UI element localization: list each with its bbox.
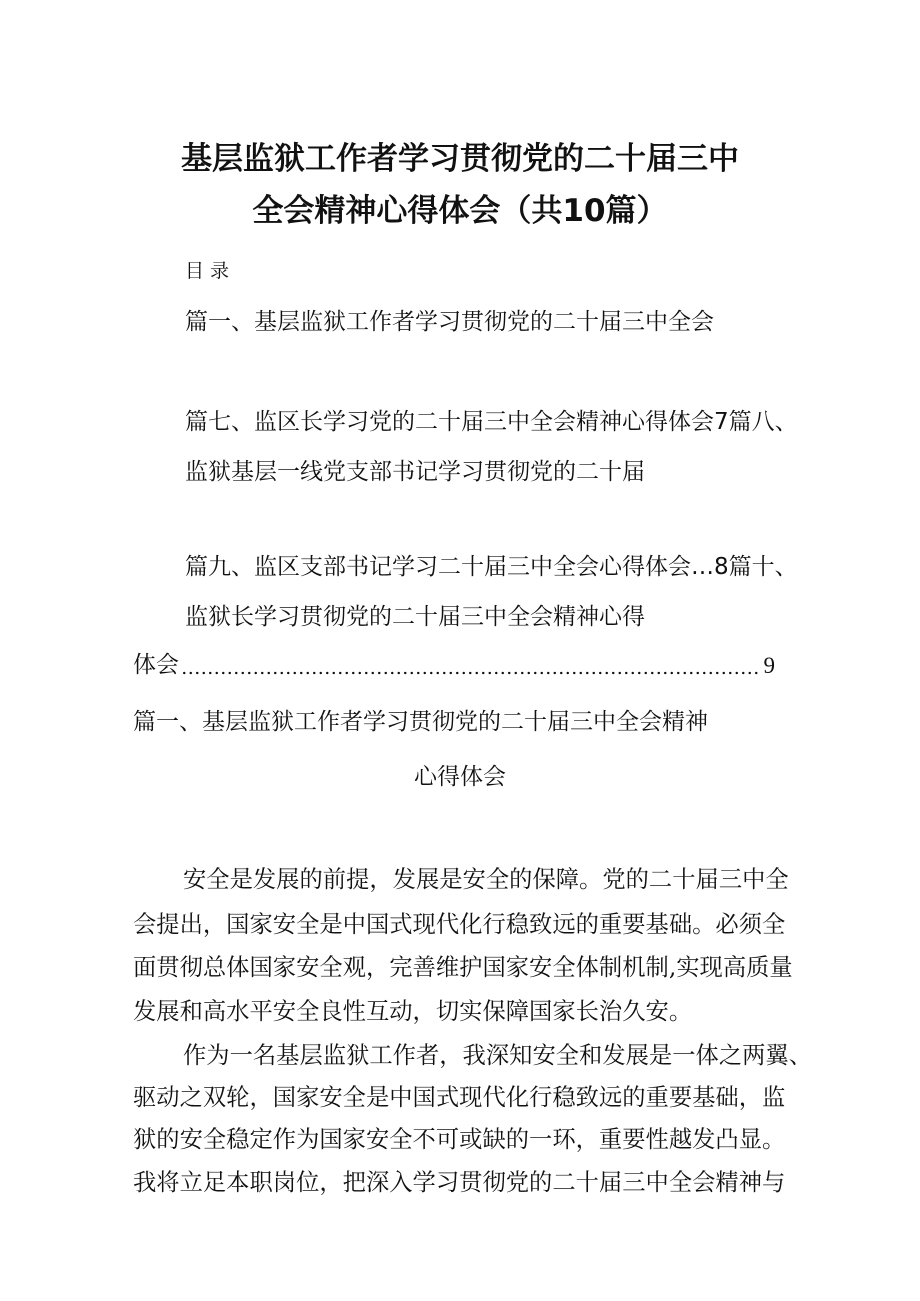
- paragraph-line: 我将立足本职岗位，把深入学习贯彻党的二十届三中全会精神与: [133, 1169, 786, 1196]
- toc-entry-line: 篇七、监区长学习党的二十届三中全会精神心得体会7篇八、: [185, 409, 798, 435]
- toc-page-number: 9: [763, 653, 775, 678]
- paragraph-line: 发展和高水平安全良性互动，切实保障国家长治久安。: [133, 998, 693, 1025]
- toc-entry-line: 监狱基层一线党支部书记学习贯彻党的二十届: [185, 459, 645, 485]
- paragraph-line: 狱的安全稳定作为国家安全不可或缺的一环，重要性越发凸显。: [133, 1126, 786, 1153]
- paragraph-line: 作为一名基层监狱工作者，我深知安全和发展是一体之两翼、: [183, 1042, 813, 1069]
- toc-entry-line: 篇一、基层监狱工作者学习贯彻党的二十届三中全会: [185, 309, 714, 335]
- toc-heading: 目录: [185, 260, 236, 282]
- paragraph-line: 面贯彻总体国家安全观，完善维护国家安全体制机制,实现高质量: [133, 954, 793, 981]
- title-line-2: 全会精神心得体会（共10篇）: [252, 193, 668, 229]
- section-heading-line-1: 篇一、基层监狱工作者学习贯彻党的二十届三中全会精神: [133, 709, 708, 735]
- dot-leader: [181, 671, 760, 675]
- toc-entry-last: [133, 653, 775, 677]
- paragraph-line: 驱动之双轮，国家安全是中国式现代化行稳致远的重要基础，监: [133, 1084, 786, 1111]
- paragraph-line: 安全是发展的前提，发展是安全的保障。党的二十届三中全: [183, 866, 789, 893]
- title-line-1: 基层监狱工作者学习贯彻党的二十届三中: [181, 141, 739, 177]
- toc-entry-line: 篇九、监区支部书记学习二十届三中全会心得体会…8篇十、: [185, 554, 798, 580]
- section-heading-line-2: 心得体会: [414, 764, 506, 790]
- paragraph-line: 会提出，国家安全是中国式现代化行稳致远的重要基础。必须全: [133, 911, 786, 938]
- toc-entry-text: 体会: [133, 652, 179, 678]
- toc-entry-line: 监狱长学习贯彻党的二十届三中全会精神心得: [185, 604, 645, 630]
